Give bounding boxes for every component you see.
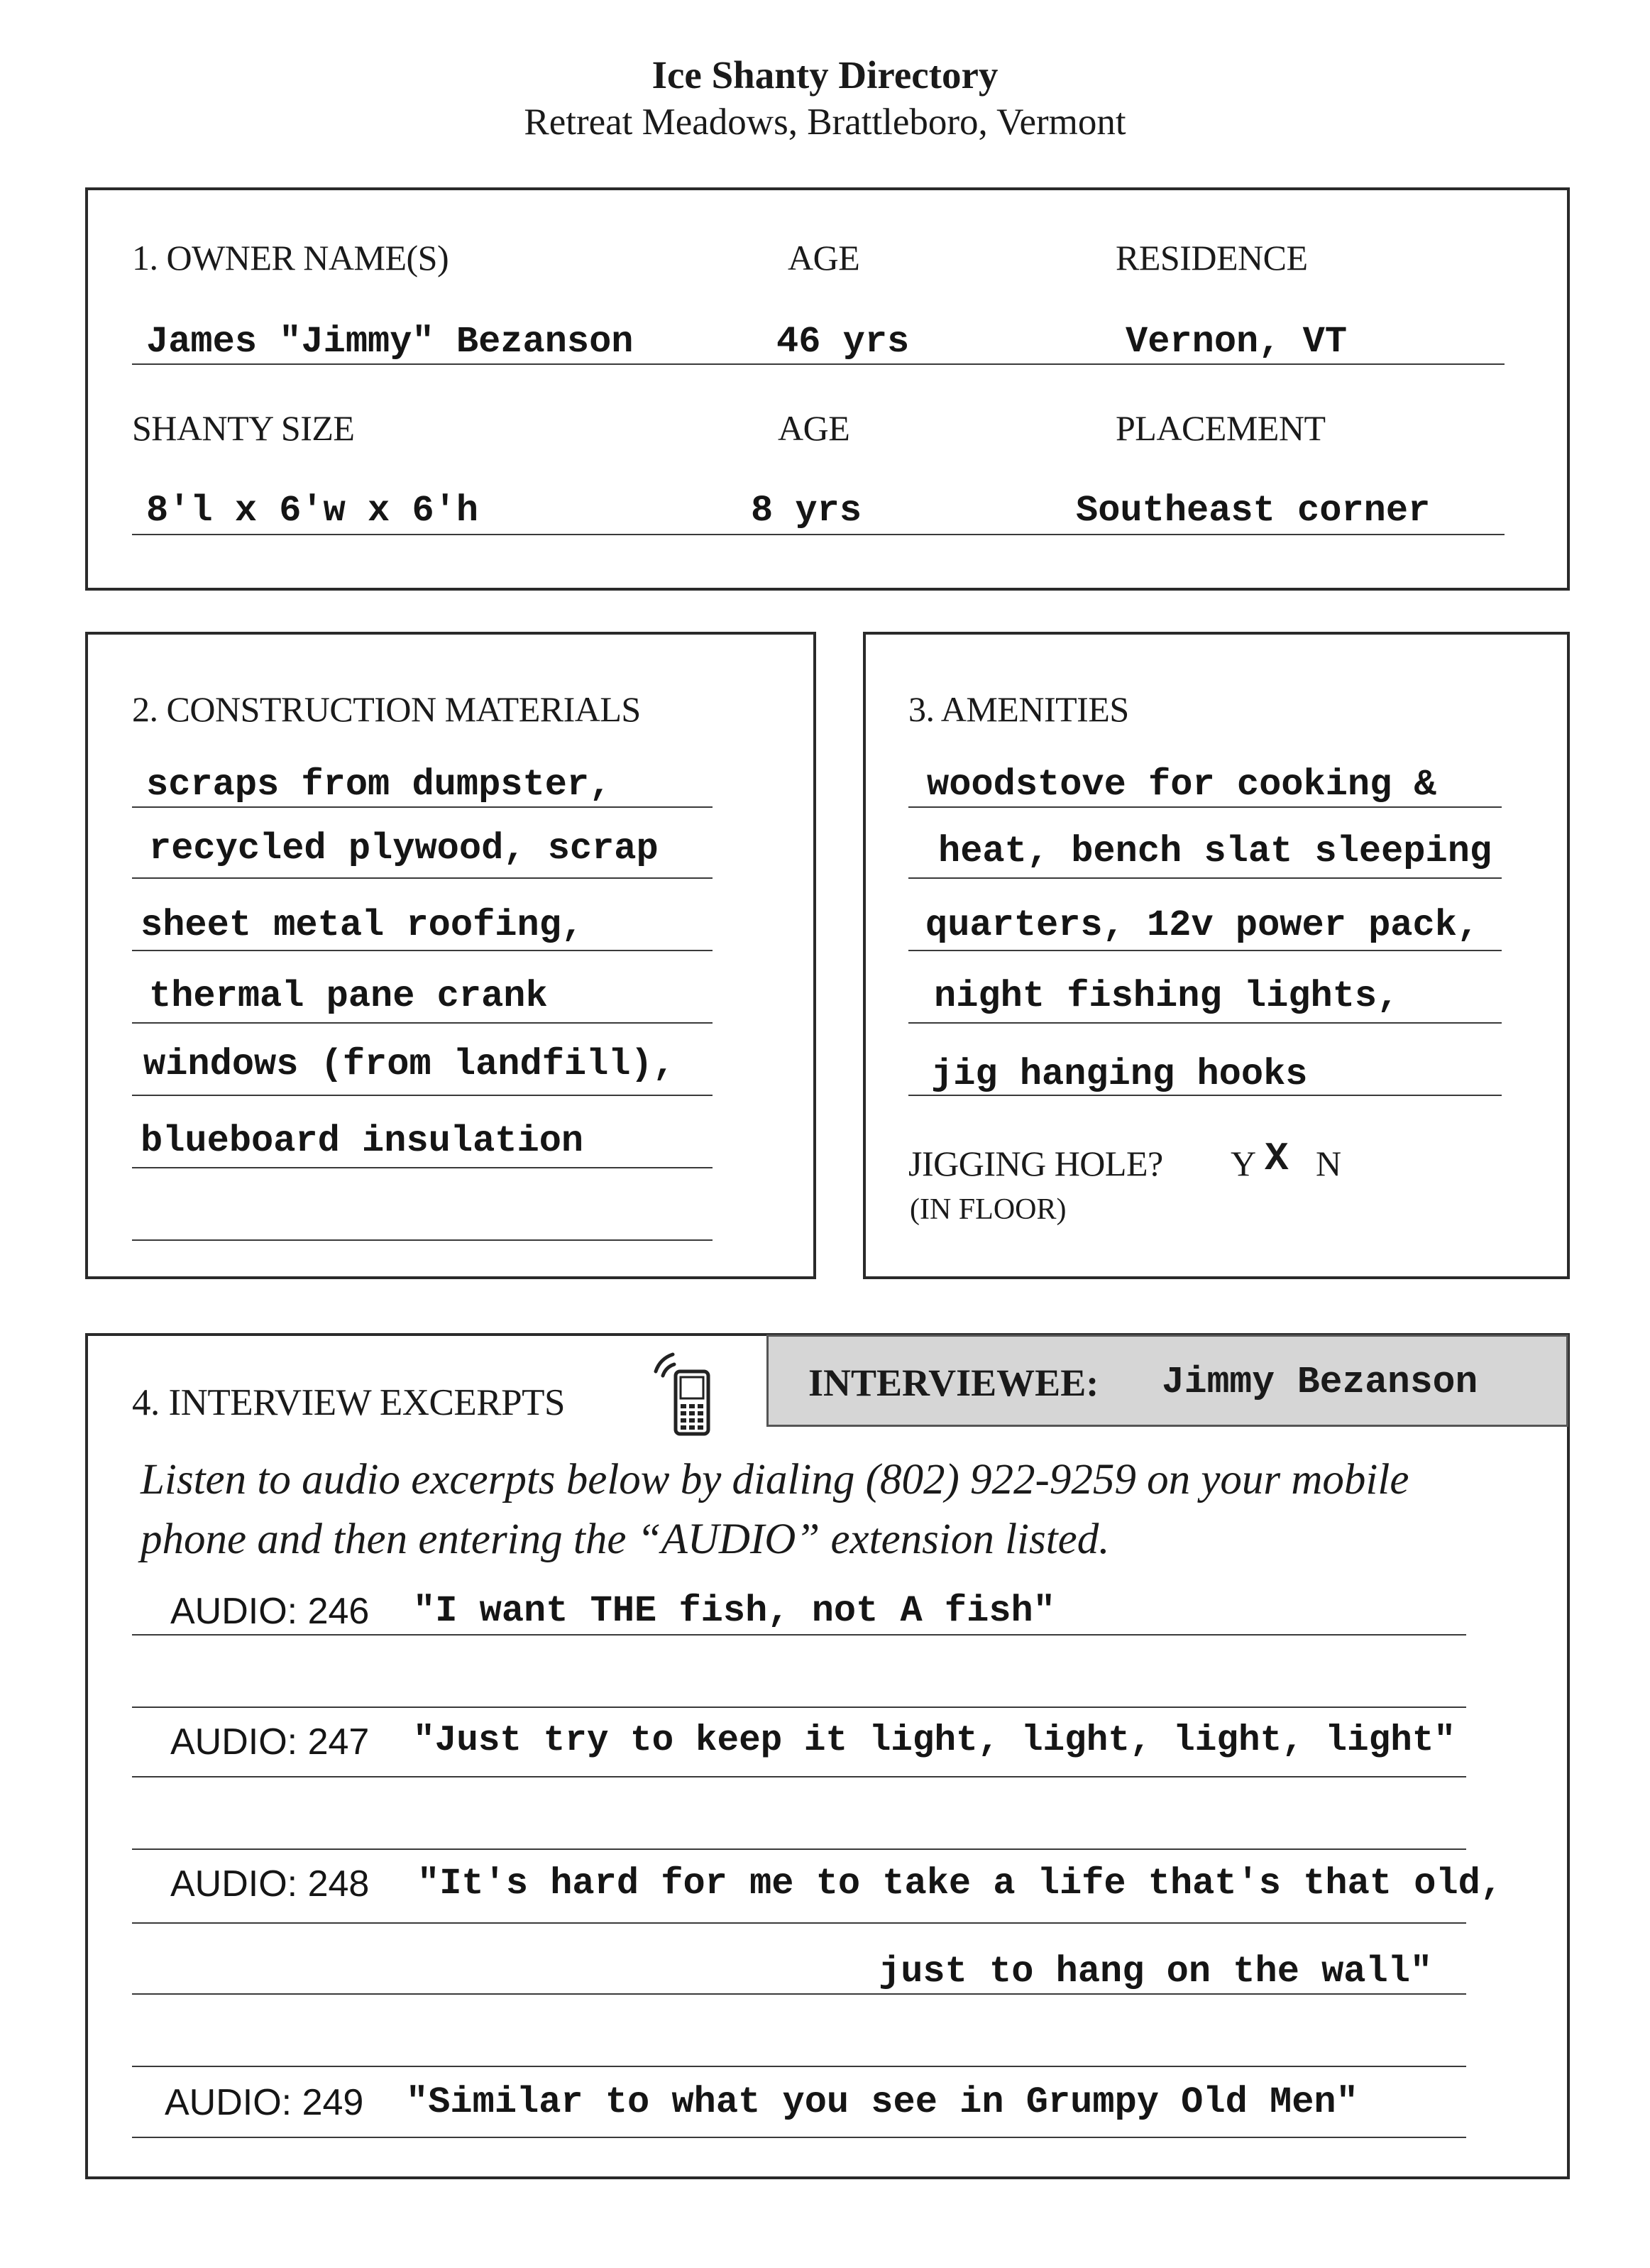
interview-rule-1 [132, 1634, 1466, 1636]
interview-rule-2 [132, 1707, 1466, 1708]
construction-label: 2. CONSTRUCTION MATERIALS [132, 689, 641, 729]
amenities-line-3: quarters, 12v power pack, [925, 904, 1480, 946]
amenities-line-1: woodstove for cooking & [927, 764, 1436, 806]
construction-line-4: thermal pane crank [149, 975, 548, 1017]
shanty-size-value: 8'l x 6'w x 6'h [146, 490, 479, 532]
placement-label: PLACEMENT [1116, 408, 1326, 448]
jigging-yes-mark: X [1265, 1136, 1289, 1181]
amenities-line-4: night fishing lights, [934, 975, 1399, 1017]
construction-line-3: sheet metal roofing, [141, 904, 584, 946]
excerpt-247-audio: AUDIO: 247 [170, 1721, 370, 1763]
amenities-rule-5 [908, 1095, 1502, 1096]
amenities-rule-4 [908, 1022, 1502, 1024]
amenities-rule-3 [908, 950, 1502, 951]
jigging-yes-option: Y [1231, 1144, 1256, 1183]
interview-label: 4. INTERVIEW EXCERPTS [132, 1382, 565, 1423]
construction-line-1: scraps from dumpster, [146, 764, 612, 806]
interviewee-label: INTERVIEWEE: [808, 1362, 1099, 1404]
shanty-size-label: SHANTY SIZE [132, 408, 355, 448]
construction-rule-6 [132, 1167, 713, 1168]
owner-age-value: 46 yrs [776, 321, 910, 363]
interview-rule-6 [132, 1993, 1466, 1995]
owner-line [132, 363, 1505, 365]
instructions-line-1: Listen to audio excerpts below by dialing (802) 922-9259 on your mobile [141, 1456, 1409, 1503]
amenities-rule-2 [908, 877, 1502, 879]
amenities-label: 3. AMENITIES [908, 689, 1129, 729]
excerpt-247-quote: "Just try to keep it light, light, light, light" [413, 1721, 1456, 1761]
owner-name-label: 1. OWNER NAME(S) [132, 238, 449, 278]
owner-age-label: AGE [788, 238, 860, 278]
interview-rule-5 [132, 1922, 1466, 1924]
construction-rule-3 [132, 950, 713, 951]
amenities-line-5: jig hanging hooks [931, 1053, 1308, 1095]
interview-rule-3 [132, 1776, 1466, 1777]
jigging-no-option: N [1316, 1144, 1341, 1183]
residence-label: RESIDENCE [1116, 238, 1308, 278]
construction-rule-5 [132, 1095, 713, 1096]
directory-title: Ice Shanty Directory [651, 53, 999, 97]
in-floor-note: (IN FLOOR) [910, 1193, 1067, 1226]
excerpt-246-audio: AUDIO: 246 [170, 1591, 370, 1632]
shanty-line [132, 534, 1505, 535]
placement-value: Southeast corner [1076, 490, 1431, 532]
amenities-rule-1 [908, 806, 1502, 808]
residence-value: Vernon, VT [1126, 321, 1348, 363]
interview-rule-8 [132, 2137, 1466, 2138]
instructions-line-2: phone and then entering the “AUDIO” extension listed. [141, 1516, 1110, 1563]
jigging-hole-label: JIGGING HOLE? [908, 1144, 1163, 1183]
mobile-phone-icon [649, 1349, 727, 1441]
excerpt-248-quote: "It's hard for me to take a life that's that old, [417, 1863, 1503, 1905]
construction-line-6: blueboard insulation [141, 1120, 584, 1162]
excerpt-248-audio: AUDIO: 248 [170, 1863, 370, 1905]
construction-line-2: recycled plywood, scrap [149, 828, 659, 870]
interview-rule-7 [132, 2066, 1466, 2067]
construction-line-5: windows (from landfill), [143, 1043, 675, 1085]
excerpt-248-continuation: just to hang on the wall" [879, 1951, 1433, 1993]
construction-rule-4 [132, 1022, 713, 1024]
interviewee-banner [766, 1335, 1568, 1427]
amenities-line-2: heat, bench slat sleeping [938, 831, 1492, 872]
excerpt-246-quote: "I want THE fish, not A fish" [413, 1590, 1055, 1632]
shanty-age-value: 8 yrs [751, 490, 862, 532]
directory-subtitle: Retreat Meadows, Brattleboro, Vermont [524, 102, 1126, 143]
shanty-age-label: AGE [778, 408, 850, 448]
construction-rule-1 [132, 806, 713, 808]
construction-rule-7 [132, 1239, 713, 1241]
interview-rule-4 [132, 1848, 1466, 1850]
excerpt-249-audio: AUDIO: 249 [165, 2082, 364, 2123]
interviewee-name: Jimmy Bezanson [1162, 1361, 1478, 1403]
owner-name-value: James "Jimmy" Bezanson [146, 321, 634, 363]
construction-rule-2 [132, 877, 713, 879]
excerpt-249-quote: "Similar to what you see in Grumpy Old Men" [406, 2081, 1358, 2123]
